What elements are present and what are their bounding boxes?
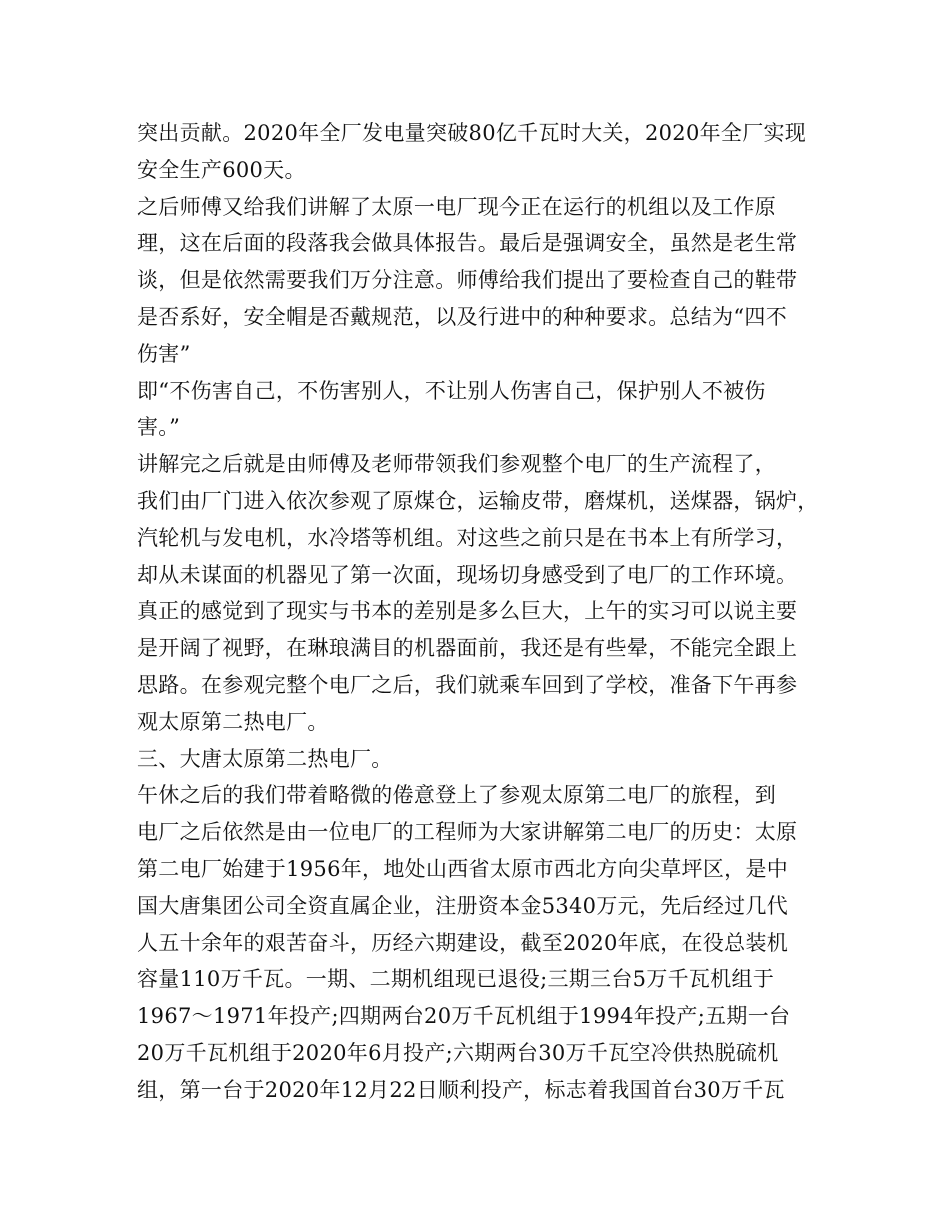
text-line: 午休之后的我们带着略微的倦意登上了参观太原第二电厂的旅程，到 [137, 783, 776, 808]
text-line: 却从未谋面的机器见了第一次面，现场切身感受到了电厂的工作环境。 [137, 562, 798, 587]
text-line: 组，第一台于2020年12月22日顺利投产，标志着我国首台30万千瓦 [137, 1077, 785, 1102]
text-line: 是开阔了视野，在琳琅满目的机器面前，我还是有些晕，不能完全跟上 [137, 636, 798, 661]
text-line: 即“不伤害自己，不伤害别人，不让别人伤害自己，保护别人不被伤 [137, 378, 766, 403]
text-line: 理，这在后面的段落我会做具体报告。最后是强调安全，虽然是老生常 [137, 231, 798, 256]
text-line: 谈，但是依然需要我们万分注意。师傅给我们提出了要检查自己的鞋带 [137, 268, 798, 293]
text-line: 国大唐集团公司全资直属企业，注册资本金5340万元，先后经过几代 [137, 893, 789, 918]
section-heading: 三、大唐太原第二热电厂。 [137, 746, 393, 771]
text-line: 汽轮机与发电机，水冷塔等机组。对这些之前只是在书本上有所学习， [137, 525, 798, 550]
text-line: 真正的感觉到了现实与书本的差别是多么巨大，上午的实习可以说主要 [137, 599, 798, 624]
text-line: 之后师傅又给我们讲解了太原一电厂现今正在运行的机组以及工作原 [137, 194, 776, 219]
text-line: 伤害” [137, 341, 191, 366]
text-line: 20万千瓦机组于2020年6月投产;六期两台30万千瓦空冷供热脱硫机 [137, 1040, 779, 1065]
text-line: 观太原第二热电厂。 [137, 709, 329, 734]
text-line: 思路。在参观完整个电厂之后，我们就乘车回到了学校，准备下午再参 [137, 672, 798, 697]
text-line: 1967～1971年投产;四期两台20万千瓦机组于1994年投产;五期一台 [137, 1004, 791, 1029]
body-text [137, 115, 827, 1109]
text-line: 是否系好，安全帽是否戴规范，以及行进中的种种要求。总结为“四不 [137, 304, 788, 329]
text-line: 害。” [137, 415, 181, 440]
text-line: 讲解完之后就是由师傅及老师带领我们参观整个电厂的生产流程了， [137, 452, 776, 477]
text-line: 容量110万千瓦。一期、二期机组现已退役;三期三台5万千瓦机组于 [137, 967, 775, 992]
text-line: 第二电厂始建于1956年，地处山西省太原市西北方向尖草坪区，是中 [137, 856, 789, 881]
text-line: 电厂之后依然是由一位电厂的工程师为大家讲解第二电厂的历史：太原 [137, 820, 798, 845]
text-line: 人五十余年的艰苦奋斗，历经六期建设，截至2020年底，在役总装机 [137, 930, 789, 955]
text-line: 突出贡献。2020年全厂发电量突破80亿千瓦时大关，2020年全厂实现 [137, 121, 807, 145]
text-line: 我们由厂门进入依次参观了原煤仓，运输皮带，磨煤机，送煤器，锅炉， [137, 488, 819, 513]
text-line: 安全生产600天。 [137, 157, 306, 182]
